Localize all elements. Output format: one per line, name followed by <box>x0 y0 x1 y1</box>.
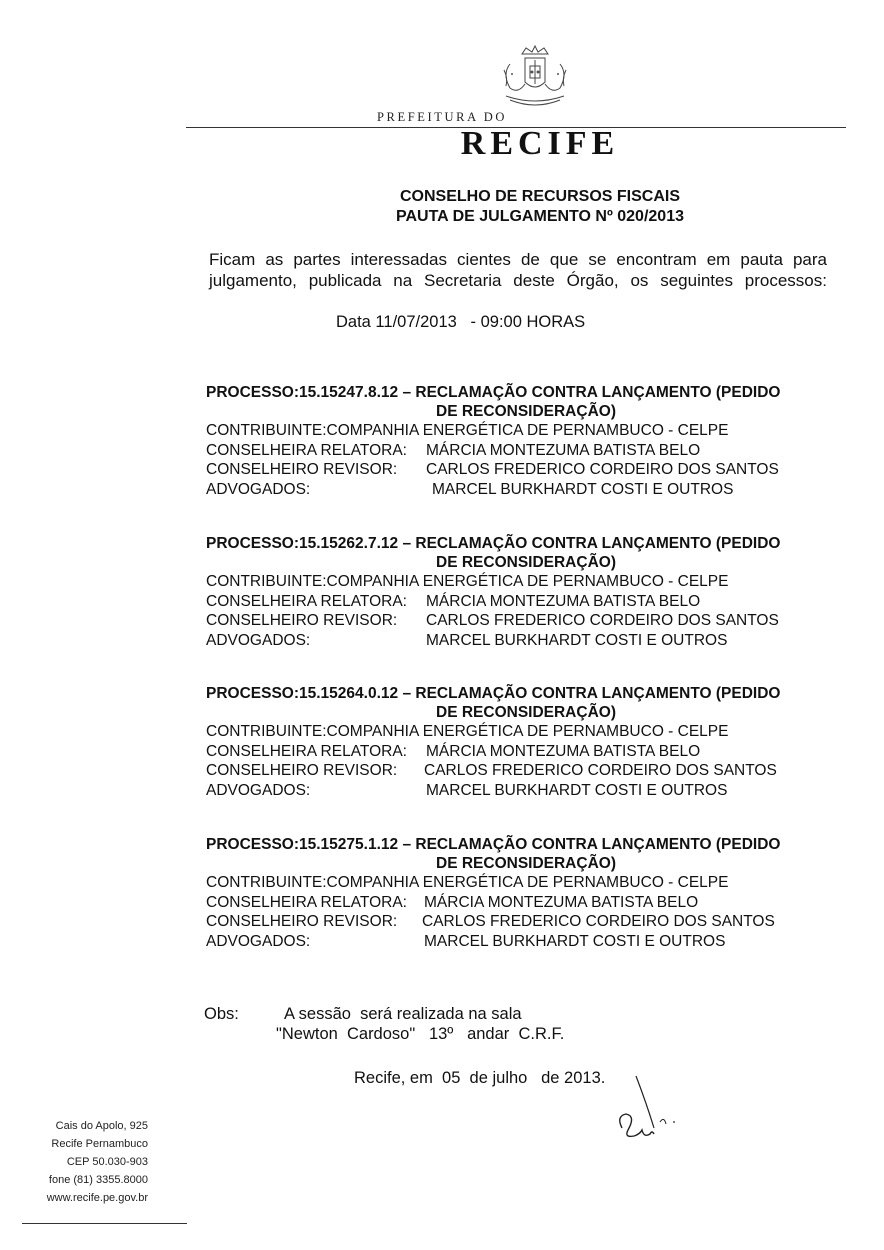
footer-phone: fone (81) 3355.8000 <box>48 1174 148 1186</box>
header-prefeitura: PREFEITURA DO <box>377 110 507 124</box>
footer-city: Recife Pernambuco <box>51 1138 148 1150</box>
footer-divider <box>22 1223 187 1224</box>
relatora-name: MÁRCIA MONTEZUMA BATISTA BELO <box>426 592 701 610</box>
process-heading-line2: DE RECONSIDERAÇÃO) <box>436 704 616 721</box>
advogados-name: MARCEL BURKHARDT COSTI E OUTROS <box>426 631 728 649</box>
process-block <box>206 534 826 650</box>
relatora-label: CONSELHEIRA RELATORA: <box>206 592 407 610</box>
process-heading-line2: DE RECONSIDERAÇÃO) <box>436 855 616 872</box>
revisor-name: CARLOS FREDERICO CORDEIRO DOS SANTOS <box>424 762 777 779</box>
session-date: Data 11/07/2013 - 09:00 HORAS <box>336 313 586 331</box>
contribuinte: CONTRIBUINTE:COMPANHIA ENERGÉTICA DE PERNAMBUCO - CELPE <box>206 874 729 891</box>
intro-paragraph: Ficam as partes interessadas cientes de que se encontram em pauta para julgamento, publicada na Secretaria deste Órgão, os seguintes processos: <box>209 250 827 290</box>
advogados-label: ADVOGADOS: <box>206 932 311 950</box>
process-block <box>206 835 826 951</box>
advogados-label: ADVOGADOS: <box>206 480 311 498</box>
footer-cep: CEP 50.030-903 <box>66 1156 148 1168</box>
revisor-label: CONSELHEIRO REVISOR: <box>206 762 398 779</box>
process-heading-line1: PROCESSO:15.15275.1.12 – RECLAMAÇÃO CONTRA LANÇAMENTO (PEDIDO <box>206 836 781 853</box>
obs-line1: A sessão será realizada na sala <box>284 1005 522 1023</box>
process-heading-line2: DE RECONSIDERAÇÃO) <box>436 554 616 571</box>
contribuinte: CONTRIBUINTE:COMPANHIA ENERGÉTICA DE PERNAMBUCO - CELPE <box>206 573 729 590</box>
revisor-name: CARLOS FREDERICO CORDEIRO DOS SANTOS <box>426 612 779 629</box>
process-heading-line1: PROCESSO:15.15264.0.12 – RECLAMAÇÃO CONTRA LANÇAMENTO (PEDIDO <box>206 685 781 702</box>
relatora-name: MÁRCIA MONTEZUMA BATISTA BELO <box>424 893 699 911</box>
advogados-label: ADVOGADOS: <box>206 781 311 799</box>
advogados-label: ADVOGADOS: <box>206 631 311 649</box>
advogados-name: MARCEL BURKHARDT COSTI E OUTROS <box>432 480 734 498</box>
relatora-name: MÁRCIA MONTEZUMA BATISTA BELO <box>426 742 701 760</box>
obs-label: Obs: <box>204 1005 239 1023</box>
relatora-label: CONSELHEIRA RELATORA: <box>206 742 407 760</box>
revisor-label: CONSELHEIRO REVISOR: <box>206 913 398 930</box>
relatora-name: MÁRCIA MONTEZUMA BATISTA BELO <box>426 441 701 459</box>
document-title: CONSELHO DE RECURSOS FISCAIS <box>399 188 681 205</box>
revisor-label: CONSELHEIRO REVISOR: <box>206 612 398 629</box>
advogados-name: MARCEL BURKHARDT COSTI E OUTROS <box>426 781 728 799</box>
process-heading-line1: PROCESSO:15.15262.7.12 – RECLAMAÇÃO CONTRA LANÇAMENTO (PEDIDO <box>206 535 781 552</box>
place-date: Recife, em 05 de julho de 2013. <box>354 1069 606 1087</box>
process-heading <box>206 684 826 722</box>
process-heading-line2: DE RECONSIDERAÇÃO) <box>436 403 616 420</box>
coat-of-arms-icon <box>492 44 578 110</box>
process-block <box>206 684 826 800</box>
process-heading <box>206 534 826 572</box>
header-city: RECIFE <box>460 125 620 162</box>
contribuinte: CONTRIBUINTE:COMPANHIA ENERGÉTICA DE PERNAMBUCO - CELPE <box>206 422 729 439</box>
relatora-label: CONSELHEIRA RELATORA: <box>206 893 407 911</box>
contribuinte: CONTRIBUINTE:COMPANHIA ENERGÉTICA DE PERNAMBUCO - CELPE <box>206 723 729 740</box>
signature-icon <box>608 1072 688 1152</box>
process-block <box>206 383 826 499</box>
footer-address: Cais do Apolo, 925 <box>55 1120 148 1132</box>
footer-website: www.recife.pe.gov.br <box>46 1192 148 1204</box>
process-heading <box>206 383 826 421</box>
revisor-label: CONSELHEIRO REVISOR: <box>206 461 398 478</box>
revisor-name: CARLOS FREDERICO CORDEIRO DOS SANTOS <box>426 461 779 478</box>
process-heading-line1: PROCESSO:15.15247.8.12 – RECLAMAÇÃO CONTRA LANÇAMENTO (PEDIDO <box>206 384 781 401</box>
advogados-name: MARCEL BURKHARDT COSTI E OUTROS <box>424 932 726 950</box>
process-heading <box>206 835 826 873</box>
obs-line2: "Newton Cardoso" 13º andar C.R.F. <box>276 1025 565 1043</box>
document-subtitle: PAUTA DE JULGAMENTO Nº 020/2013 <box>396 208 684 225</box>
relatora-label: CONSELHEIRA RELATORA: <box>206 441 407 459</box>
revisor-name: CARLOS FREDERICO CORDEIRO DOS SANTOS <box>422 913 775 930</box>
